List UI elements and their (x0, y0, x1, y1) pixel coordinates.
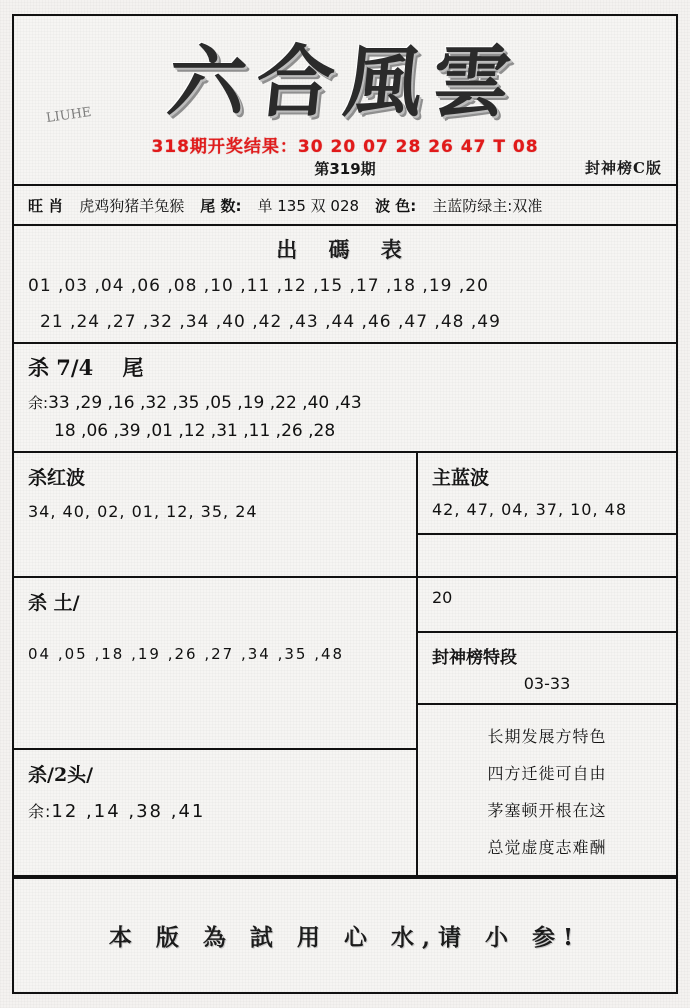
kill-head-values: 12 ,14 ,38 ,41 (51, 801, 206, 822)
footer-note: 本 版 為 試 用 心 水,请 小 参! (14, 877, 676, 992)
bose-value: 主蓝防绿主:双准 (432, 196, 543, 215)
weishu-value: 单 135 双 028 (257, 196, 360, 215)
wangxiao-label: 旺 肖 (28, 196, 64, 215)
kill-tail-row-2: 18 ,06 ,39 ,01 ,12 ,31 ,11 ,26 ,28 (54, 421, 336, 441)
main-blue-label: 主蓝波 (432, 467, 490, 489)
fengshen-value: 03-33 (523, 674, 571, 693)
kill-tail-title-sub: 尾 (122, 355, 144, 380)
draw-result-line: 318期开奖结果：30 20 07 28 26 47 T 08 (151, 137, 539, 157)
kill-earth-cell (14, 578, 416, 750)
chuma-row-1: 01 ,03 ,04 ,06 ,08 ,10 ,11 ,12 ,15 ,17 ,18 ,19 ,20 (28, 276, 489, 296)
chuma-row-2: 21 ,24 ,27 ,32 ,34 ,40 ,42 ,43 ,44 ,46 ,47 ,48 ,49 (40, 312, 501, 332)
single-number: 20 (432, 588, 453, 607)
bose-label: 波 色: (375, 196, 417, 215)
kill-head-values-row (28, 787, 402, 822)
single-number-cell (418, 578, 676, 633)
chuma-title: 出 碼 表 (276, 237, 414, 262)
info-bar (14, 186, 676, 226)
kill-earth-label: 杀 土/ (28, 592, 80, 614)
kill-tail-title-main: 杀 7/4 (28, 355, 94, 380)
logo-title: 六合風雲 (163, 37, 526, 128)
chuma-section (14, 226, 676, 344)
wangxiao-value: 虎鸡狗猪羊兔猴 (79, 196, 185, 215)
kill-head-cell (14, 750, 416, 860)
weishu-label: 尾 数: (200, 196, 242, 215)
kill-red-label: 杀红波 (28, 467, 86, 489)
poem-cell (418, 705, 676, 875)
logo-subtext: LIUHE (45, 104, 93, 127)
poem-line-4: 总觉虚度志难酬 (487, 838, 607, 857)
poem-line-2: 四方迁徙可自由 (487, 764, 607, 783)
issue-number: 第319期 (314, 160, 376, 178)
two-column-block (14, 453, 676, 877)
kill-tail-title (14, 344, 676, 386)
main-blue-cell (418, 453, 676, 535)
main-blue-values: 42, 47, 04, 37, 10, 48 (432, 500, 628, 519)
kill-red-values: 34, 40, 02, 01, 12, 35, 24 (28, 502, 258, 521)
poem-line-1: 长期发展方特色 (487, 727, 607, 746)
kill-tail-values-1: 33 ,29 ,16 ,32 ,35 ,05 ,19 ,22 ,40 ,43 (48, 393, 362, 413)
kill-head-label: 杀/2头/ (28, 764, 94, 786)
kill-tail-row-1 (14, 386, 676, 415)
edition-label: 封神榜C版 (585, 159, 662, 177)
kill-earth-values: 04 ,05 ,18 ,19 ,26 ,27 ,34 ,35 ,48 (28, 645, 345, 663)
left-column (14, 453, 418, 875)
header (14, 16, 676, 186)
poster-frame (12, 14, 678, 994)
kill-tail-yu-label: 余: (28, 394, 49, 412)
right-column (418, 453, 676, 875)
kill-head-yu-label: 余: (28, 802, 52, 821)
poem-line-3: 茅塞顿开根在这 (487, 801, 607, 820)
kill-red-cell (14, 453, 416, 578)
fengshen-cell (418, 633, 676, 705)
kill-tail-section (14, 344, 676, 453)
fengshen-title: 封神榜特段 (432, 648, 517, 668)
blank-cell (418, 535, 676, 578)
